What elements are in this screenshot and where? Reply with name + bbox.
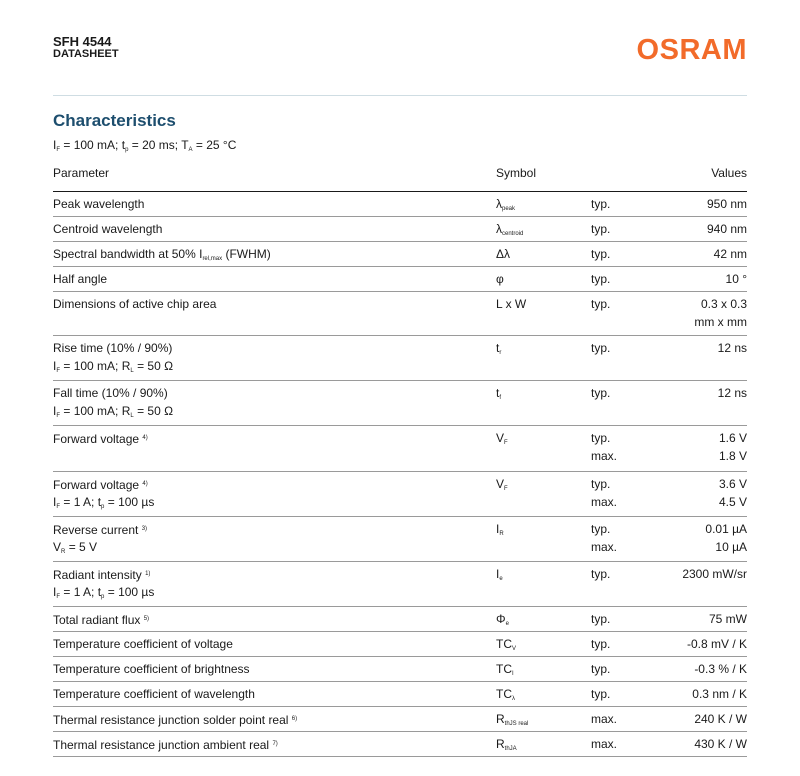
qualifier-text: typ. [591,637,611,651]
section-title: Characteristics [53,111,176,130]
value-text: 10 µA [715,540,747,554]
parameter-line [53,635,483,653]
qualifier-cell [591,429,617,465]
text-run: I [496,522,500,536]
subscript: p [101,594,105,600]
footnote-marker: 4) [142,435,148,441]
text-run: λ [496,197,502,211]
subscript: F [56,413,61,419]
parameter-cell [53,295,483,313]
text-run: = 100 µs [104,585,155,599]
text-run: = 20 ms; T [128,138,189,152]
symbol-line [496,295,526,313]
subscript: e [499,576,503,582]
document-type: DATASHEET [53,48,119,60]
table-row [53,267,747,292]
value-text: 0.01 µA [705,522,747,536]
value-text: 940 nm [706,222,747,236]
table-row [53,426,747,472]
test-conditions [53,138,236,157]
subscript: F [56,147,61,153]
text-run: Centroid wavelength [53,222,163,236]
qualifier-cell [591,475,617,511]
parameter-cell [53,660,483,678]
parameter-line [53,538,483,556]
parameter-line [53,475,483,493]
footnote-marker: 3) [141,526,148,532]
symbol-line [496,339,501,357]
symbol-cell [496,295,526,313]
text-run: t [496,386,500,400]
text-run: Temperature coefficient of brightness [53,662,250,676]
symbol-cell [496,660,514,678]
subscript: A [188,147,193,153]
column-header-parameter: Parameter [53,166,110,180]
symbol-cell [496,384,501,402]
value-text: 950 nm [706,197,747,211]
text-run: R [496,712,505,726]
subscript: L [130,368,134,374]
parameter-cell [53,635,483,653]
parameter-cell [53,735,483,753]
text-run: V [496,431,505,445]
text-run: L x W [496,297,527,311]
text-run: Forward voltage [53,432,143,446]
text-run: φ [496,272,504,286]
qualifier-text: typ. [591,197,611,211]
text-run: = 100 mA; R [60,359,131,373]
qualifier-cell [591,610,610,628]
symbol-cell [496,475,508,493]
qualifier-text: max. [591,449,618,463]
parameter-cell [53,429,483,447]
footnote-marker: 6) [291,716,298,722]
subscript: thJS real [504,721,529,727]
symbol-line [496,429,508,447]
qualifier-text: typ. [591,431,611,445]
table-row [53,607,747,632]
symbol-line [496,245,510,263]
subscript: F [56,504,61,510]
text-run: λ [496,222,502,236]
table-row [53,517,747,562]
text-run: = 50 Ω [133,359,174,373]
subscript: λ [512,696,515,702]
text-run: TC [496,662,512,676]
text-run: Δλ [496,247,511,261]
symbol-cell [496,195,515,213]
text-run: Reverse current [53,523,142,537]
text-run: I [53,585,57,599]
subscript: R [61,549,66,555]
subscript: L [130,413,134,419]
parameter-line [53,270,483,288]
symbol-line [496,660,514,678]
table-row [53,192,747,217]
parameter-cell [53,339,483,375]
qualifier-cell [591,384,610,402]
parameter-line [53,565,483,583]
value-text: 10 ° [725,272,747,286]
symbol-line [496,735,517,753]
symbol-cell [496,245,510,263]
qualifier-cell [591,520,617,556]
table-row [53,707,747,732]
qualifier-text: max. [591,712,618,726]
parameter-cell [53,384,483,420]
text-run: Φ [496,612,506,626]
parameter-line [53,220,483,238]
subscript: R [499,531,504,537]
text-run: Temperature coefficient of voltage [53,637,233,651]
symbol-line [496,270,504,288]
value-cell [719,475,747,511]
product-name: SFH 4544 [53,34,112,49]
symbol-line [496,610,509,628]
value-text: 4.5 V [718,495,747,509]
value-text: -0.8 mV / K [686,637,747,651]
text-run: t [496,341,500,355]
subscript: F [56,594,61,600]
value-cell [709,610,747,628]
value-text: 12 ns [717,386,747,400]
table-row [53,632,747,657]
subscript: centroid [502,231,524,237]
subscript: F [504,486,508,492]
symbol-line [496,565,503,583]
text-run: I [53,138,57,152]
parameter-cell [53,685,483,703]
subscript: V [512,646,517,652]
footnote-marker: 4) [142,481,148,487]
parameter-line [53,357,483,375]
value-text: 3.6 V [718,477,747,491]
value-cell [719,429,747,465]
parameter-line [53,339,483,357]
qualifier-text: typ. [591,612,611,626]
table-body [53,192,747,757]
parameter-cell [53,270,483,288]
parameter-line [53,245,483,263]
subscript: p [125,147,129,153]
subscript: f [499,395,502,401]
subscript: rel,max [202,256,223,262]
table-row [53,292,747,336]
table-row [53,381,747,426]
parameter-line [53,520,483,538]
parameter-line [53,710,483,728]
qualifier-text: typ. [591,386,611,400]
subscript: thJA [504,746,517,752]
subscript: F [504,440,508,446]
value-cell [694,660,747,678]
text-run: = 50 Ω [133,404,174,418]
symbol-line [496,710,528,728]
qualifier-cell [591,710,617,728]
qualifier-text: typ. [591,567,611,581]
text-run: I [53,495,57,509]
value-text: 430 K / W [694,737,747,751]
text-run: Radiant intensity [53,568,146,582]
value-text: -0.3 % / K [694,662,747,676]
value-cell [694,735,747,753]
text-run: = 1 A; t [60,495,102,509]
table-row [53,242,747,267]
column-header-symbol: Symbol [496,166,537,180]
value-text: 75 mW [708,612,747,626]
text-run: (FWHM) [222,247,271,261]
parameter-line [53,583,483,601]
symbol-cell [496,565,503,583]
parameter-line [53,685,483,703]
text-run: = 100 mA; t [60,138,126,152]
qualifier-text: typ. [591,297,611,311]
text-run: I [53,359,57,373]
text-run: = 25 °C [192,138,237,152]
table-row [53,562,747,607]
qualifier-text: typ. [591,247,611,261]
parameter-cell [53,520,483,556]
parameter-cell [53,610,483,628]
text-run: Forward voltage [53,478,143,492]
symbol-cell [496,520,504,538]
text-run: V [496,477,505,491]
symbol-cell [496,220,523,238]
value-cell [682,565,747,583]
qualifier-text: typ. [591,687,611,701]
parameter-line [53,402,483,420]
table-row [53,336,747,381]
qualifier-cell [591,660,610,678]
symbol-cell [496,610,509,628]
text-run: = 100 µs [104,495,155,509]
text-run: R [496,737,505,751]
parameter-cell [53,475,483,511]
parameter-line [53,295,483,313]
parameter-line [53,195,483,213]
value-text: mm x mm [694,315,747,329]
table-row [53,682,747,707]
qualifier-cell [591,295,610,313]
value-cell [687,635,747,653]
qualifier-text: typ. [591,522,611,536]
value-cell [707,195,747,213]
value-cell [726,270,747,288]
value-text: 2300 mW/sr [682,567,747,581]
parameter-line [53,493,483,511]
text-run: = 5 V [65,540,98,554]
value-cell [714,245,747,263]
qualifier-text: typ. [591,272,611,286]
text-run: Thermal resistance junction solder point real [53,713,292,727]
symbol-line [496,635,516,653]
symbol-cell [496,710,528,728]
qualifier-text: max. [591,737,618,751]
parameter-cell [53,220,483,238]
table-row [53,732,747,757]
text-run: V [53,540,62,554]
value-text: 42 nm [713,247,747,261]
text-run: Rise time (10% / 90%) [53,341,173,355]
table-header-row [53,158,747,192]
subscript: peak [502,206,516,212]
subscript: I [512,671,514,677]
parameter-line [53,429,483,447]
symbol-line [496,475,508,493]
qualifier-text: typ. [591,477,611,491]
value-text: 1.6 V [718,431,747,445]
subscript: r [499,350,502,356]
qualifier-text: typ. [591,662,611,676]
value-text: 240 K / W [694,712,747,726]
value-text: 12 ns [717,341,747,355]
parameter-line [53,610,483,628]
value-cell [718,384,747,402]
symbol-line [496,520,504,538]
value-cell [694,295,747,331]
parameter-cell [53,710,483,728]
value-cell [705,520,747,556]
value-text: 0.3 x 0.3 [700,297,747,311]
text-run: TC [496,687,512,701]
characteristics-table [53,158,747,757]
symbol-cell [496,270,504,288]
value-cell [692,685,747,703]
qualifier-cell [591,220,610,238]
symbol-line [496,685,515,703]
qualifier-cell [591,245,610,263]
qualifier-cell [591,195,610,213]
subscript: p [101,504,105,510]
subscript: e [505,621,509,627]
qualifier-text: max. [591,540,618,554]
column-header-values: Values [711,166,747,180]
value-text: 1.8 V [718,449,747,463]
table-row [53,657,747,682]
qualifier-cell [591,735,617,753]
header-divider [53,95,747,96]
text-run: I [53,404,57,418]
text-run: Total radiant flux [53,613,144,627]
parameter-cell [53,195,483,213]
qualifier-text: typ. [591,222,611,236]
qualifier-cell [591,270,610,288]
symbol-cell [496,685,515,703]
value-cell [707,220,747,238]
symbol-cell [496,429,508,447]
table-row [53,472,747,517]
text-run: = 1 A; t [60,585,102,599]
table-row [53,217,747,242]
parameter-line [53,735,483,753]
symbol-line [496,195,515,213]
value-text: 0.3 nm / K [692,687,747,701]
text-run: Half angle [53,272,108,286]
subscript: F [56,368,61,374]
text-run: = 100 mA; R [60,404,131,418]
qualifier-text: max. [591,495,618,509]
text-run: Spectral bandwidth at 50% I [53,247,203,261]
symbol-line [496,384,501,402]
qualifier-cell [591,565,610,583]
footnote-marker: 7) [272,741,278,747]
text-run: Temperature coefficient of wavelength [53,687,255,701]
qualifier-cell [591,685,610,703]
value-cell [718,339,747,357]
text-run: Thermal resistance junction ambient real [53,738,273,752]
symbol-cell [496,635,516,653]
parameter-cell [53,245,483,263]
symbol-cell [496,339,501,357]
symbol-cell [496,735,517,753]
footnote-marker: 5) [143,616,150,622]
footnote-marker: 1) [145,571,151,577]
value-cell [694,710,747,728]
brand-logo: OSRAM [636,34,747,66]
qualifier-text: typ. [591,341,611,355]
text-run: Peak wavelength [53,197,145,211]
parameter-cell [53,565,483,601]
parameter-line [53,384,483,402]
text-run: Dimensions of active chip area [53,297,217,311]
symbol-line [496,220,523,238]
qualifier-cell [591,635,610,653]
qualifier-cell [591,339,610,357]
text-run: Fall time (10% / 90%) [53,386,168,400]
parameter-line [53,660,483,678]
text-run: TC [496,637,512,651]
text-run: I [496,567,500,581]
